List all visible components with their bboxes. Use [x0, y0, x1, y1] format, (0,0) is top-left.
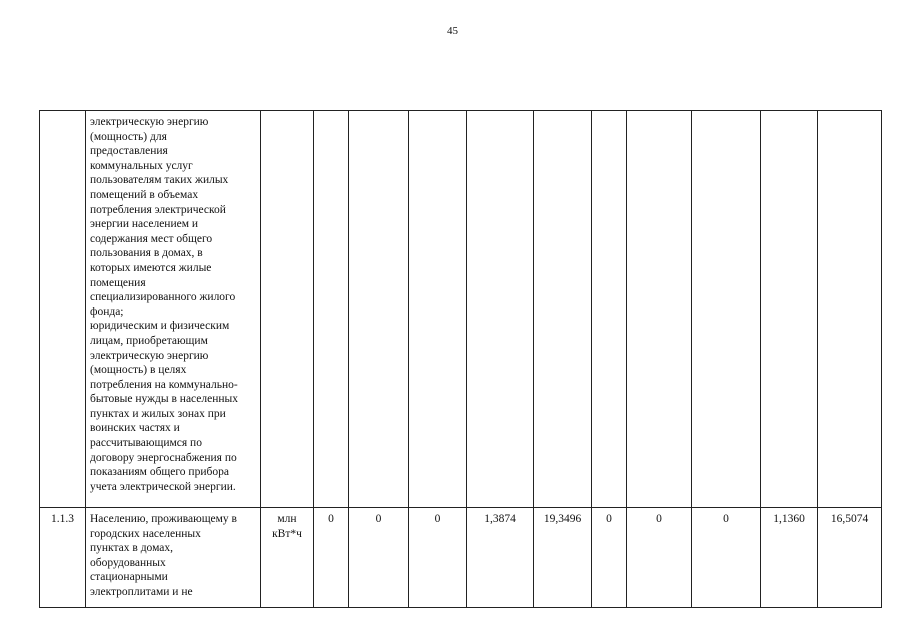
- description-cell: электрическую энергию (мощность) для предоставления коммунальных услуг пользователям таких жилых помещений в объемах потребления электрической энергии населением и содержания мест общего пользования в домах, в которых имеются жилые помещения специализированного жилого фонда; юридическим и физическим лицам, приобретающим электрическую энергию (мощность) в целях потребления на коммунально- бытовые нужды в населенных пунктах и жилых зонах при воинских частях и рассчитывающимся по договору энергоснабжения по показаниям общего прибора учета электрической энергии.: [86, 111, 261, 508]
- value-cell: 1,3874: [467, 508, 534, 608]
- value-cell: 0: [409, 508, 467, 608]
- value-cell: [314, 111, 349, 508]
- value-cell: 0: [592, 508, 627, 608]
- value-cell: [349, 111, 409, 508]
- table-row: [40, 508, 882, 608]
- value-cell: [761, 111, 818, 508]
- unit-cell: млн кВт*ч: [261, 508, 314, 608]
- value-cell: 19,3496: [534, 508, 592, 608]
- value-cell: 0: [314, 508, 349, 608]
- value-cell: 16,5074: [818, 508, 882, 608]
- value-cell: 1,1360: [761, 508, 818, 608]
- table-row: [40, 111, 882, 508]
- description-cell: Населению, проживающему в городских населенных пунктах в домах, оборудованных стационарными электроплитами и не: [86, 508, 261, 608]
- unit-cell: [261, 111, 314, 508]
- value-cell: [467, 111, 534, 508]
- value-cell: [592, 111, 627, 508]
- row-number-cell: [40, 111, 86, 508]
- value-cell: [534, 111, 592, 508]
- row-number-cell: 1.1.3: [40, 508, 86, 608]
- value-cell: [692, 111, 761, 508]
- value-cell: [409, 111, 467, 508]
- value-cell: 0: [692, 508, 761, 608]
- page-number: 45: [447, 25, 458, 37]
- value-cell: 0: [349, 508, 409, 608]
- value-cell: 0: [627, 508, 692, 608]
- value-cell: [627, 111, 692, 508]
- data-table: [39, 110, 882, 608]
- value-cell: [818, 111, 882, 508]
